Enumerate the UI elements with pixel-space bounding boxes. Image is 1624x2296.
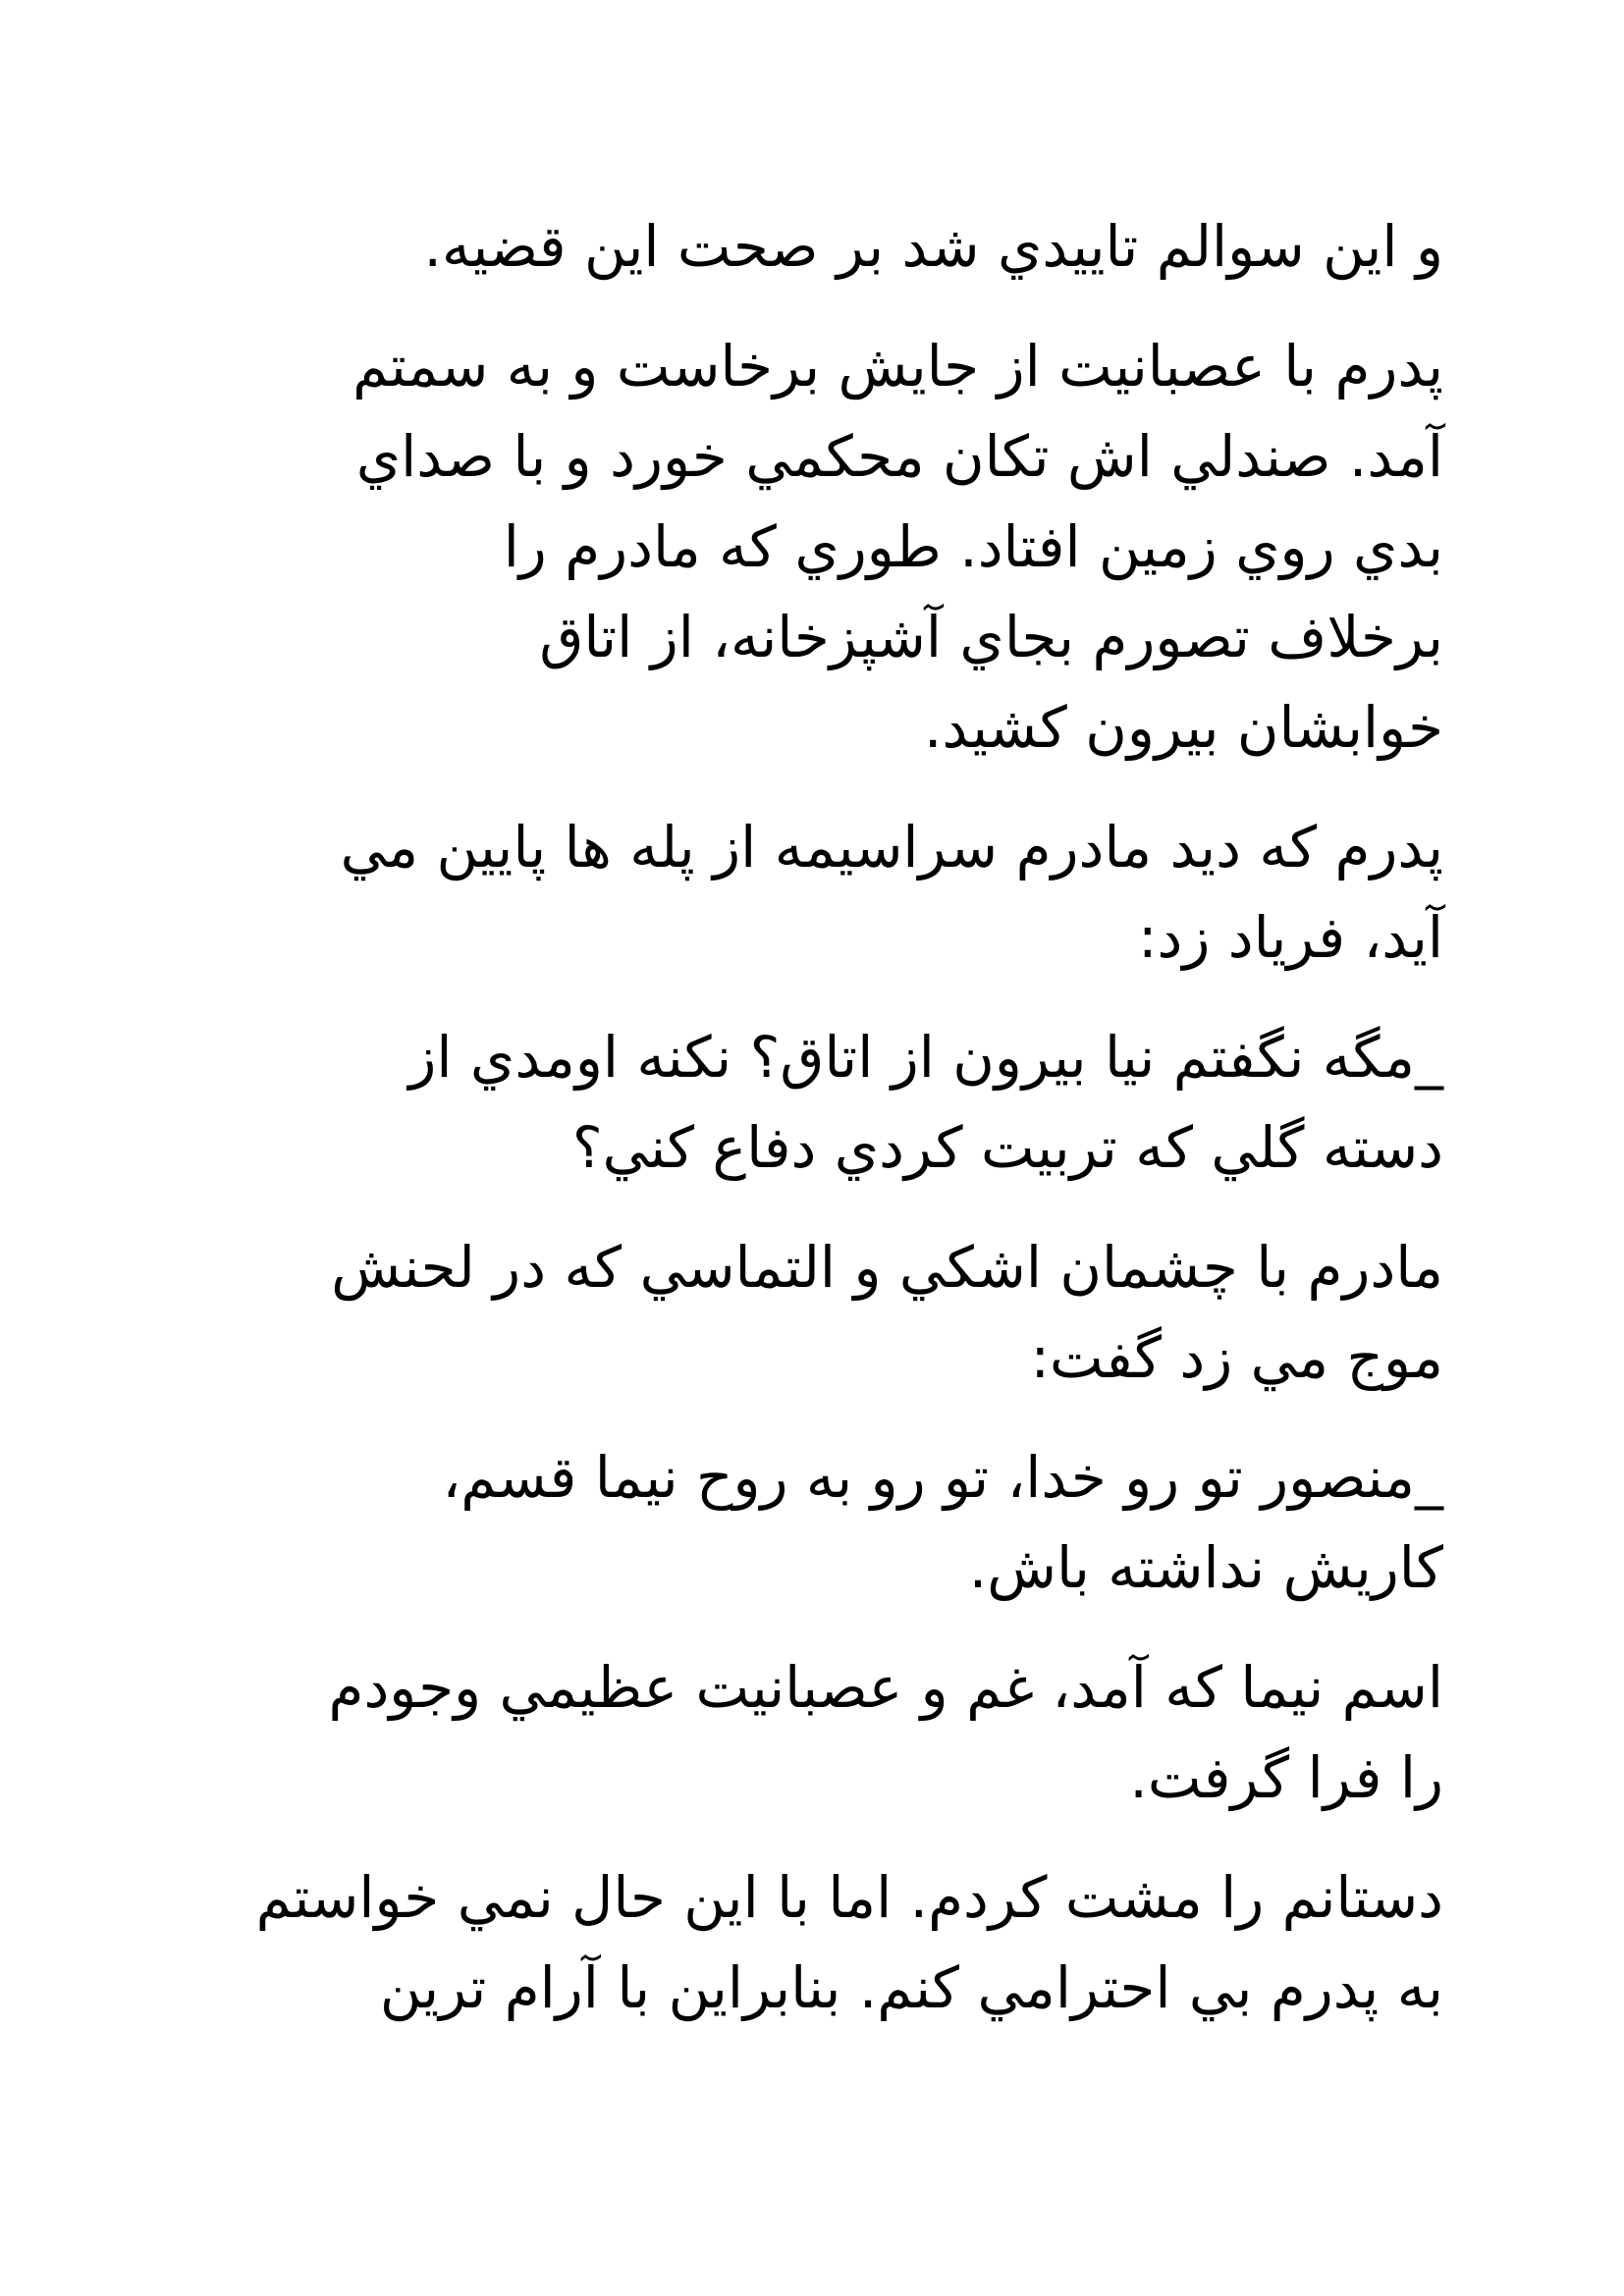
paragraph (226, 1222, 1443, 1403)
text-line: _منصور تو رو خدا، تو رو به روح نيما قسم، (442, 1444, 1443, 1511)
text-line: خوابشان بيرون كشيد. (924, 694, 1443, 761)
paragraph (226, 1012, 1443, 1193)
text-line: دستانم را مشت كردم. اما با اين حال نمي خواستم (255, 1864, 1443, 1931)
document-body (226, 201, 1443, 2062)
paragraph (226, 321, 1443, 773)
text-line: بدي روي زمين افتاد. طوري كه مادرم را (503, 513, 1443, 580)
text-line: مادرم با چشمان اشكي و التماسي كه در لحنش (331, 1234, 1443, 1301)
paragraph (226, 1852, 1443, 2033)
paragraph (226, 802, 1443, 983)
text-line: را فرا گرفت. (1129, 1744, 1443, 1811)
text-line: آمد. صندلي اش تكان محكمي خورد و با صداي (355, 423, 1443, 490)
paragraph (226, 1642, 1443, 1823)
text-line: دسته گلي كه تربيت كردي دفاع كني؟ (571, 1114, 1443, 1181)
text-line: پدرم كه ديد مادرم سراسيمه از پله ها پايين مي (340, 814, 1443, 881)
text-line: و اين سوالم تاييدي شد بر صحت اين قضيه. (423, 213, 1443, 280)
paragraph (226, 201, 1443, 292)
text-line: موج مي زد گفت: (1030, 1324, 1443, 1391)
text-line: اسم نيما كه آمد، غم و عصبانيت عظيمي وجودم (328, 1654, 1443, 1721)
text-line: آيد، فرياد زد: (1137, 904, 1443, 971)
text-line: كاريش نداشته باش. (968, 1534, 1443, 1601)
text-line: برخلاف تصورم بجاي آشپزخانه، از اتاق (539, 604, 1443, 670)
text-line: پدرم با عصبانيت از جايش برخاست و به سمتم (352, 333, 1443, 400)
text-line: _مگه نگفتم نيا بيرون از اتاق؟ نكنه اومدي از (408, 1024, 1443, 1091)
text-line: به پدرم بي احترامي كنم. بنابراين با آرام ترين (379, 1954, 1443, 2021)
paragraph (226, 1432, 1443, 1613)
